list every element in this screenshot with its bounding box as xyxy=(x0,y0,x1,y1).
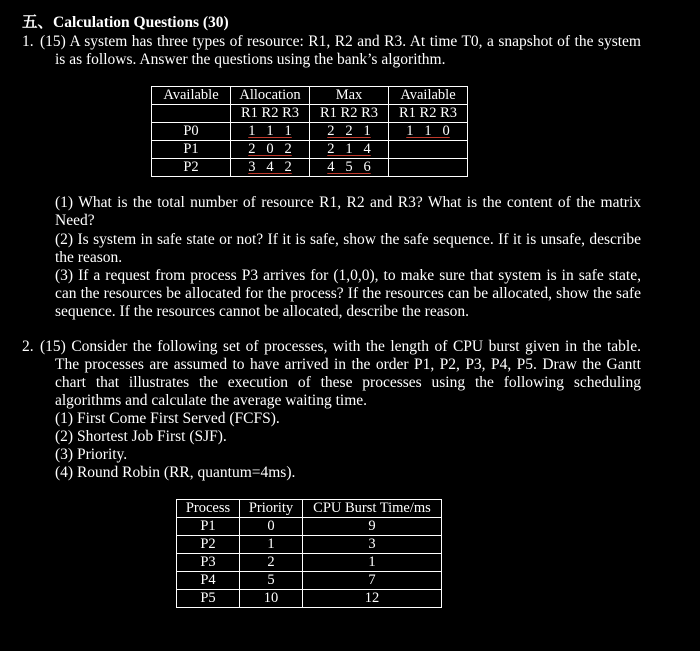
allocation-cell: 2 0 2 xyxy=(231,141,310,159)
q2-option-fcfs: (1) First Come First Served (FCFS). xyxy=(55,410,280,427)
process-cell: P5 xyxy=(177,590,240,608)
max-cell: 2 1 4 xyxy=(310,141,389,159)
available-cell xyxy=(389,159,468,177)
subheader-available: R1 R2 R3 xyxy=(389,105,468,123)
process-cell: P4 xyxy=(177,572,240,590)
table-row xyxy=(152,123,468,141)
max-cell: 2 2 1 xyxy=(310,123,389,141)
q1-intro-line2: is as follows. Answer the questions using the bank’s algorithm. xyxy=(55,51,446,68)
table-row xyxy=(152,159,468,177)
table-row xyxy=(152,141,468,159)
q2-option-rr: (4) Round Robin (RR, quantum=4ms). xyxy=(55,464,296,481)
table-row xyxy=(177,536,442,554)
q1-sub3-line2: can the resources be allocated for the process? If the resources can be allocated, show the safe xyxy=(55,285,641,302)
priority-cell: 1 xyxy=(240,536,303,554)
process-cell: P2 xyxy=(177,536,240,554)
q1-sub3-line1: (3) If a request from process P3 arrives for (1,0,0), to make sure that system is in safe state, xyxy=(55,267,641,284)
q1-intro-line1: (15) A system has three types of resource: R1, R2 and R3. At time T0, a snapshot of the system xyxy=(40,33,641,50)
max-cell: 4 5 6 xyxy=(310,159,389,177)
q1-sub2-line2: the reason. xyxy=(55,249,123,266)
process-cell: P1 xyxy=(152,141,231,159)
available-cell xyxy=(389,141,468,159)
q2-line1: (15) Consider the following set of processes, with the length of CPU burst given in the table. xyxy=(40,338,641,355)
burst-cell: 3 xyxy=(303,536,442,554)
q2-option-priority: (3) Priority. xyxy=(55,446,128,463)
process-cell: P2 xyxy=(152,159,231,177)
resource-table xyxy=(151,86,468,177)
subheader-max: R1 R2 R3 xyxy=(310,105,389,123)
q2-line3: chart that illustrates the execution of these processes using the following scheduling xyxy=(55,374,641,391)
process-cell: P1 xyxy=(177,518,240,536)
burst-cell: 1 xyxy=(303,554,442,572)
process-table xyxy=(176,499,442,608)
priority-cell: 0 xyxy=(240,518,303,536)
subheader-allocation: R1 R2 R3 xyxy=(231,105,310,123)
table-row xyxy=(177,554,442,572)
table-row xyxy=(177,572,442,590)
header-available: Available xyxy=(389,87,468,105)
q2-option-sjf: (2) Shortest Job First (SJF). xyxy=(55,428,227,445)
process-cell: P0 xyxy=(152,123,231,141)
header-available-left: Available xyxy=(152,87,231,105)
header-allocation: Allocation xyxy=(231,87,310,105)
allocation-cell: 1 1 1 xyxy=(231,123,310,141)
header-priority: Priority xyxy=(240,500,303,518)
process-cell: P3 xyxy=(177,554,240,572)
table-row xyxy=(177,518,442,536)
section-heading: 五、Calculation Questions (30) xyxy=(22,14,229,31)
allocation-cell: 3 4 2 xyxy=(231,159,310,177)
q1-sub1-line2: Need? xyxy=(55,212,95,229)
header-max: Max xyxy=(310,87,389,105)
priority-cell: 5 xyxy=(240,572,303,590)
burst-cell: 7 xyxy=(303,572,442,590)
burst-cell: 9 xyxy=(303,518,442,536)
q1-sub3-line3: sequence. If the resources cannot be allocated, describe the reason. xyxy=(55,303,469,320)
header-burst: CPU Burst Time/ms xyxy=(303,500,442,518)
q2-line4: algorithms and calculate the average waiting time. xyxy=(55,392,368,409)
header-process: Process xyxy=(177,500,240,518)
table-row xyxy=(177,590,442,608)
q1-sub2-line1: (2) Is system in safe state or not? If it is safe, show the safe sequence. If it is unsafe, describe xyxy=(55,231,641,248)
burst-cell: 12 xyxy=(303,590,442,608)
q2-line2: The processes are assumed to have arrived in the order P1, P2, P3, P4, P5. Draw the Gantt xyxy=(55,356,641,373)
priority-cell: 2 xyxy=(240,554,303,572)
priority-cell: 10 xyxy=(240,590,303,608)
available-cell: 1 1 0 xyxy=(389,123,468,141)
subheader-empty xyxy=(152,105,231,123)
q1-number: 1. xyxy=(22,33,34,50)
q2-number: 2. xyxy=(22,338,34,355)
q1-sub1-line1: (1) What is the total number of resource R1, R2 and R3? What is the content of the matrix xyxy=(55,194,641,211)
